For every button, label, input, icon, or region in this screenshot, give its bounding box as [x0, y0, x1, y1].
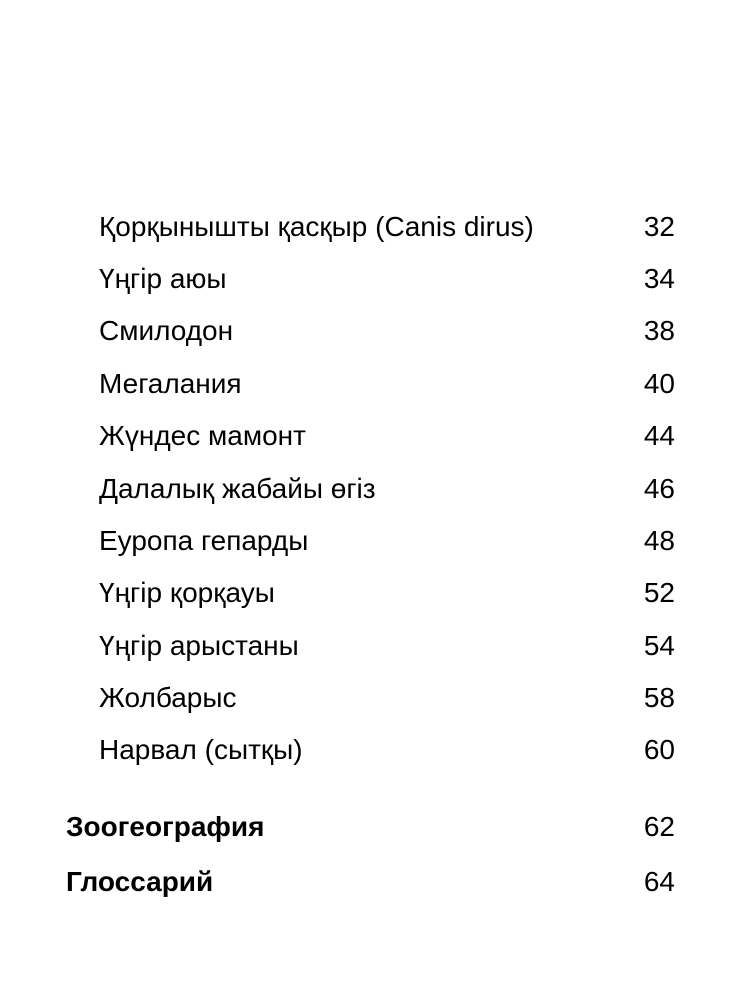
toc-entry — [0, 626, 750, 666]
toc-entry — [0, 416, 750, 456]
toc-section-page: 62 — [643, 811, 675, 842]
toc-entry — [0, 259, 750, 299]
toc-entry — [0, 730, 750, 770]
toc-entry-page: 32 — [643, 211, 675, 242]
toc-entry — [0, 469, 750, 509]
toc-entry-title: Жүндес мамонт — [99, 420, 306, 451]
toc-section-page: 64 — [643, 866, 675, 897]
toc-entry-page: 48 — [643, 525, 675, 556]
toc-entry-page: 38 — [643, 315, 675, 346]
toc-entry — [0, 573, 750, 613]
toc-entry-title: Үңгір арыстаны — [99, 630, 299, 661]
toc-entry-page: 58 — [643, 682, 675, 713]
toc-entry-page: 46 — [643, 473, 675, 504]
toc-entry — [0, 521, 750, 561]
toc-entry — [0, 311, 750, 351]
toc-entry-title: Нарвал (сытқы) — [99, 734, 303, 765]
toc-entry-title: Смилодон — [99, 315, 234, 346]
toc-entry-page: 34 — [643, 263, 675, 294]
toc-entry-title: Еуропа гепарды — [99, 525, 309, 556]
toc-entry-page: 40 — [643, 368, 675, 399]
toc-entry-page: 52 — [643, 577, 675, 608]
toc-entry-title: Үңгір қорқауы — [99, 577, 275, 608]
toc-entry — [0, 364, 750, 404]
toc-entry-title: Далалық жабайы өгіз — [99, 473, 376, 504]
toc-entry — [0, 207, 750, 247]
toc-section-entry — [0, 807, 750, 847]
toc-entry-page: 44 — [643, 420, 675, 451]
toc-entry-title: Үңгір аюы — [99, 263, 227, 294]
toc-entry-page: 60 — [643, 734, 675, 765]
toc-entry — [0, 678, 750, 718]
toc-entry-title: Жолбарыс — [99, 682, 237, 713]
toc-entry-page: 54 — [643, 630, 675, 661]
toc-entry-title: Мегалания — [99, 368, 242, 399]
toc-section-title: Глоссарий — [66, 866, 214, 897]
toc-section-title: Зоогеография — [66, 811, 265, 842]
toc-section-entry — [0, 862, 750, 902]
toc-entry-title: Қорқынышты қасқыр (Canis dirus) — [99, 211, 534, 242]
